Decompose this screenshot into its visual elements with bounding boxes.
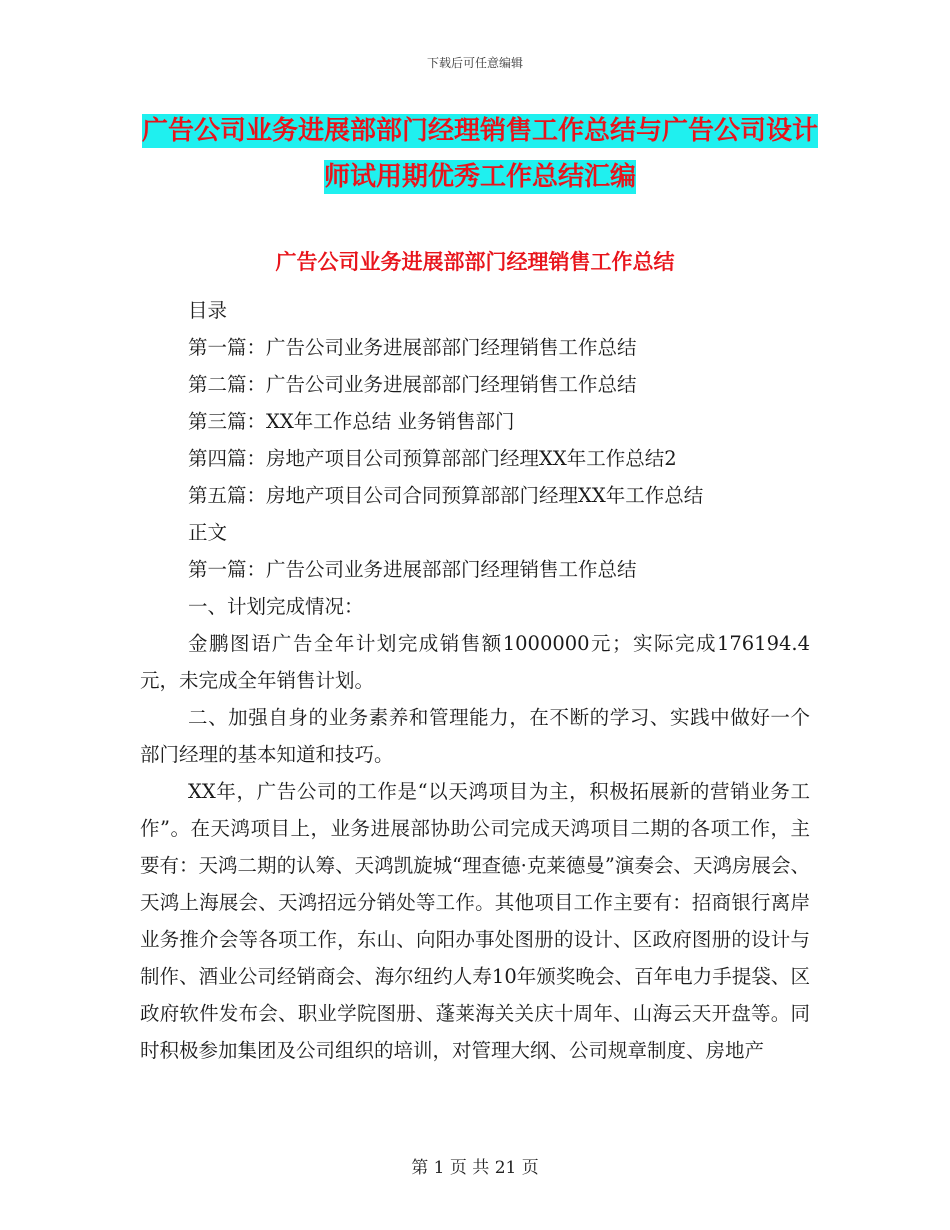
paragraph-plan-result: 金鹏图语广告全年计划完成销售额1000000元；实际完成176194.4元，未完成全年销售计划。 [140,632,810,692]
toc-heading: 目录 [188,299,228,322]
toc-item: 第一篇：广告公司业务进展部部门经理销售工作总结 [188,336,637,359]
chapter-heading: 第一篇：广告公司业务进展部部门经理销售工作总结 [188,558,637,581]
toc-item: 第二篇：广告公司业务进展部部门经理销售工作总结 [188,373,637,396]
paragraph-self-improvement: 二、加强自身的业务素养和管理能力，在不断的学习、实践中做好一个部门经理的基本知道和技巧。 [140,706,810,766]
main-heading: 正文 [188,521,228,544]
document-title [140,108,820,200]
toc-item: 第四篇：房地产项目公司预算部部门经理XX年工作总结2 [188,447,677,470]
paragraph-work-summary: XX年，广告公司的工作是“以天鸿项目为主，积极拓展新的营销业务工作”。在天鸿项目上，业务进展部协助公司完成天鸿项目二期的各项工作，主要有：天鸿二期的认筹、天鸿凯旋城“理查德·克莱德曼”演奏会、天鸿房展会、天鸿上海展会、天鸿招远分销处等工作。其他项目工作主要有：招商银行离岸业务推介会等各项工作，东山、向阳办事处图册的设计、区政府图册的设计与制作、酒业公司经销商会、海尔纽约人寿10年颁奖晚会、百年电力手提袋、区政府软件发布会、职业学院图册、蓬莱海关关庆十周年、山海云天开盘等。同时积极参加集团及公司组织的培训，对管理大纲、公司规章制度、房地产 [140,780,810,1062]
document-title-text: 广告公司业务进展部部门经理销售工作总结与广告公司设计师试用期优秀工作总结汇编 [141,116,818,192]
page-footer: 第 1 页 共 21 页 [411,1158,539,1178]
page-header-note: 下载后可任意编辑 [426,56,523,70]
document-body [140,292,810,1069]
section-title: 广告公司业务进展部部门经理销售工作总结 [275,250,675,274]
section-heading: 一、计划完成情况： [188,595,364,618]
toc-item: 第三篇：XX年工作总结 业务销售部门 [188,410,515,433]
toc-item: 第五篇：房地产项目公司合同预算部部门经理XX年工作总结 [188,484,704,507]
